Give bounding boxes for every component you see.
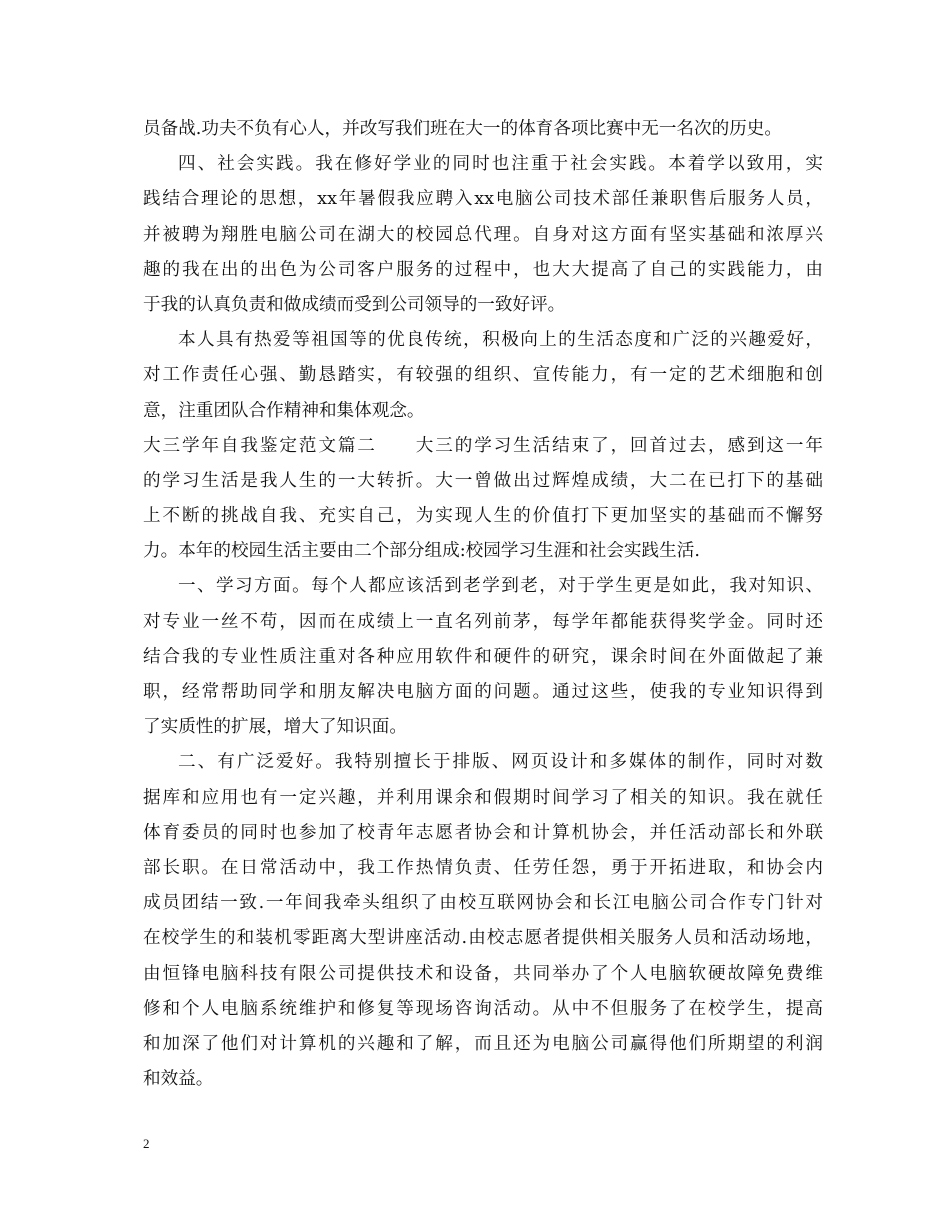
text-line: 并被聘为翔胜电脑公司在湖大的校园总代理。自身对这方面有坚实基础和浓厚兴 [143,224,823,245]
text-line: 了实质性的扩展，增大了知识面。 [143,717,407,738]
text-line: 在校学生的和装机零距离大型讲座活动.由校志愿者提供相关服务人员和活动场地， [143,928,823,949]
text-line: 和加深了他们对计算机的兴趣和了解，而且还为电脑公司赢得他们所期望的利润 [143,1033,823,1054]
text-line: 的学习生活是我人生的一大转折。大一曾做出过辉煌成绩，大二在已打下的基础 [143,470,823,491]
text-line: 一、学习方面。每个人都应该活到老学到老，对于学生更是如此，我对知识、 [178,576,823,597]
text-line: 据库和应用也有一定兴趣，并利用课余和假期时间学习了相关的知识。我在就任 [143,787,823,808]
text-line: 大三学年自我鉴定范文篇二 大三的学习生活结束了，回首过去，感到这一年 [143,435,823,456]
text-line: 成员团结一致.一年间我牵头组织了由校互联网协会和长江电脑公司合作专门针对 [143,893,823,914]
text-line: 意，注重团队合作精神和集体观念。 [143,400,425,421]
text-line: 上不断的挑战自我、充实自己，为实现人生的价值打下更加坚实的基础而不懈努 [143,506,823,527]
text-line: 结合我的专业性质注重对各种应用软件和硬件的研究，课余时间在外面做起了兼 [143,646,823,667]
document-body [143,112,823,1097]
text-line: 二、有广泛爱好。我特别擅长于排版、网页设计和多媒体的制作，同时对数 [178,752,823,773]
text-line: 由恒锋电脑科技有限公司提供技术和设备，共同举办了个人电脑软硬故障免费维 [143,963,823,984]
text-line: 体育委员的同时也参加了校青年志愿者协会和计算机协会，并任活动部长和外联 [143,822,823,843]
text-line: 对专业一丝不苟，因而在成绩上一直名列前茅，每学年都能获得奖学金。同时还 [143,611,823,632]
text-line: 四、社会实践。我在修好学业的同时也注重于社会实践。本着学以致用，实 [178,154,823,175]
text-line: 修和个人电脑系统维护和修复等现场咨询活动。从中不但服务了在校学生，提高 [143,998,823,1019]
text-line: 部长职。在日常活动中，我工作热情负责、任劳任怨，勇于开拓进取，和协会内 [143,857,823,878]
text-line: 本人具有热爱等祖国等的优良传统，积极向上的生活态度和广泛的兴趣爱好， [178,330,823,351]
text-line: 于我的认真负责和做成绩而受到公司领导的一致好评。 [143,294,566,315]
page-number: 2 [143,1136,150,1151]
text-line: 员备战.功夫不负有心人，并改写我们班在大一的体育各项比赛中无一名次的历史。 [143,119,782,139]
text-line: 对工作责任心强、勤恳踏实，有较强的组织、宣传能力，有一定的艺术细胞和创 [143,365,823,386]
text-line: 和效益。 [143,1069,214,1090]
text-line: 践结合理论的思想，xx年暑假我应聘入xx电脑公司技术部任兼职售后服务人员， [143,189,823,210]
text-line: 趣的我在出的出色为公司客户服务的过程中，也大大提高了自己的实践能力，由 [143,259,823,280]
text-line: 职，经常帮助同学和朋友解决电脑方面的问题。通过这些，使我的专业知识得到 [143,682,823,702]
text-line: 力。本年的校园生活主要由二个部分组成:校园学习生涯和社会实践生活. [143,541,700,562]
